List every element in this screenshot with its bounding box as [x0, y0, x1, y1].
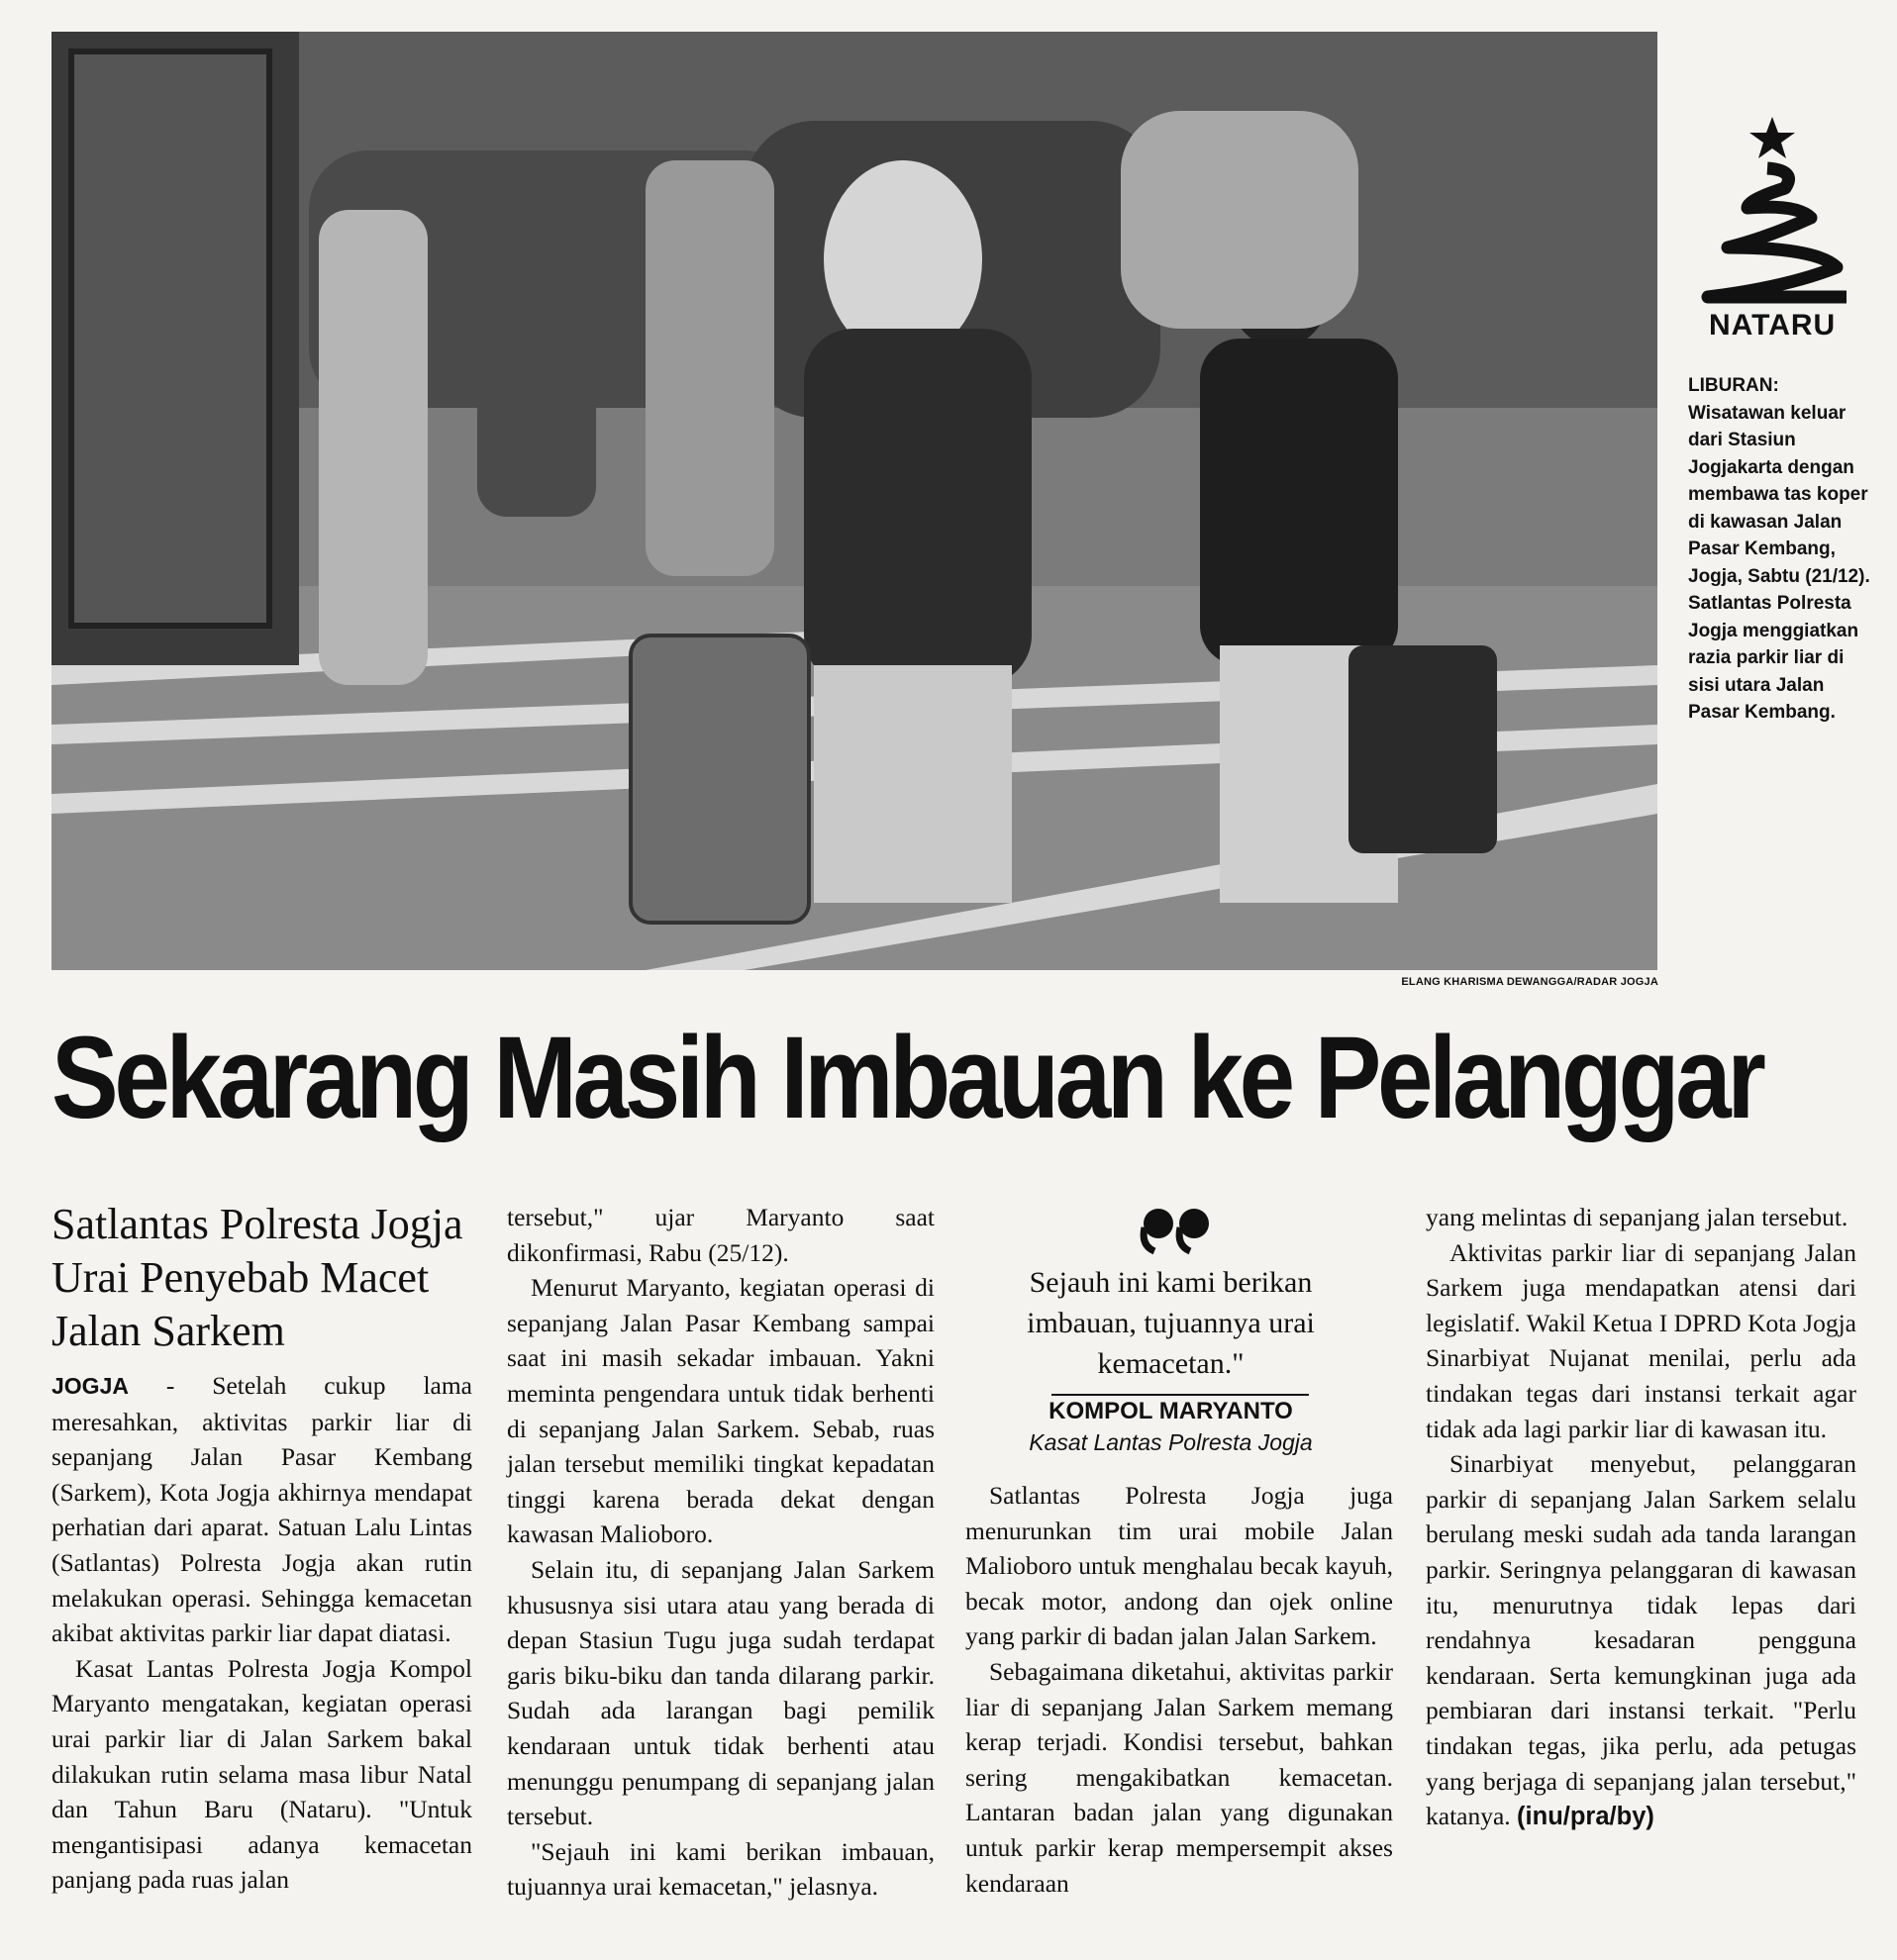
paragraph: "Sejauh ini kami berikan imbauan, tujuannya urai kemacetan," jelasnya.	[507, 1836, 935, 1902]
column-4	[1426, 1200, 1856, 1835]
subheadline: Satlantas Polresta Jogja Urai Penyebab Macet Jalan Sarkem	[51, 1200, 463, 1355]
paragraph: Selain itu, di sepanjang Jalan Sarkem khususnya sisi utara atau yang berada di depan Stasiun Tugu juga sudah terdapat garis biku-biku dan tanda dilarang parkir. Sudah ada larangan bagi pemilik kendaraan untuk tidak berhenti atau menunggu penumpang di sepanjang jalan tersebut.	[507, 1554, 935, 1831]
column-2	[507, 1200, 935, 1905]
rubric-label: NATARU	[1709, 309, 1837, 342]
paragraph: Aktivitas parkir liar di sepanjang Jalan Sarkem juga mendapatkan atensi dari legislatif. Wakil Ketua I DPRD Kota Jogja Sinarbiyat Nujanat menilai, perlu ada tindakan tegas dari instansi terkait agar tidak ada lagi parkir liar di kawasan itu.	[1426, 1237, 1856, 1443]
headline: Sekarang Masih Imbauan ke Pelanggar	[51, 1013, 1762, 1143]
lead-paragraph: JOGJA - Setelah cukup lama meresahkan, aktivitas parkir liar di sepanjang Jalan Pasar Kembang (Sarkem), Kota Jogja akhirnya mendapat perhatian dari aparat. Satuan Lalu Lintas (Satlantas) Polresta Jogja akan rutin melakukan operasi. Sehingga kemacetan akibat aktivitas parkir liar dapat diatasi.	[51, 1371, 472, 1648]
author-signature: (inu/pra/by)	[1517, 1803, 1654, 1831]
paragraph: Menurut Maryanto, kegiatan operasi di sepanjang Jalan Pasar Kembang sampai saat ini masih sekadar imbauan. Yakni meminta pengendara untuk tidak berhenti di sepanjang Jalan Sarkem. Sebab, ruas jalan tersebut memiliki tingkat kepadatan tinggi karena berada dekat dengan kawasan Malioboro.	[507, 1273, 935, 1549]
dateline: JOGJA	[51, 1373, 129, 1399]
paragraph: Sebagaimana diketahui, aktivitas parkir liar di sepanjang Jalan Sarkem memang kerap terjadi. Kondisi tersebut, bahkan sering mengakibatkan kemacetan. Lantaran badan jalan yang digunakan untuk parkir kerap mempersempit akses kendaraan	[965, 1656, 1393, 1898]
paragraph: Satlantas Polresta Jogja juga menurunkan tim urai mobile Jalan Malioboro untuk menghalau becak kayuh, becak motor, andong dan ojek online yang parkir di badan jalan Jalan Sarkem.	[965, 1481, 1393, 1651]
pull-quote-divider	[1051, 1394, 1309, 1396]
pull-quote-text: Sejauh ini kami berikan imbauan, tujuannya urai kemacetan."	[1027, 1266, 1315, 1380]
column-3	[965, 1478, 1393, 1901]
photo-credit: ELANG KHARISMA DEWANGGA/RADAR JOGJA	[1401, 976, 1658, 988]
paragraph: Kasat Lantas Polresta Jogja Kompol Maryanto mengatakan, kegiatan operasi urai parkir liar di Jalan Sarkem bakal dilakukan rutin selama masa libur Natal dan Tahun Baru (Nataru). "Untuk mengantisipasi adanya kemacetan panjang pada ruas jalan	[51, 1653, 472, 1895]
news-photo	[51, 32, 1657, 970]
pull-quote-role: Kasat Lantas Polresta Jogja	[1029, 1429, 1313, 1455]
quote-mark-icon	[1137, 1206, 1216, 1255]
street-photo-image	[51, 32, 1657, 970]
christmas-tree-logo	[1688, 109, 1856, 307]
photo-caption: LIBURAN: Wisatawan keluar dari Stasiun Jogjakarta dengan membawa tas koper di kawasan Jalan Pasar Kembang, Jogja, Sabtu (21/12). Satlantas Polresta Jogja menggiatkan razia parkir liar di sisi utara Jalan Pasar Kembang.	[1688, 375, 1870, 723]
paragraph: tersebut," ujar Maryanto saat dikonfirmasi, Rabu (25/12).	[507, 1203, 935, 1267]
paragraph: yang melintas di sepanjang jalan tersebut.	[1426, 1203, 1848, 1231]
paragraph: Sinarbiyat menyebut, pelanggaran parkir di sepanjang Jalan Sarkem selalu berulang meski sudah ada tanda larangan parkir. Seringnya pelanggaran di kawasan itu, menurutnya tidak lepas dari rendahnya kesadaran pengguna kendaraan. Serta kemungkinan juga ada pembiaran dari instansi terkait. "Perlu tindakan tegas, jika perlu, ada petugas yang berjaga di sepanjang jalan tersebut," katanya. (inu/pra/by)	[1426, 1449, 1856, 1831]
column-1	[51, 1368, 472, 1898]
pull-quote-name: KOMPOL MARYANTO	[1048, 1398, 1293, 1424]
